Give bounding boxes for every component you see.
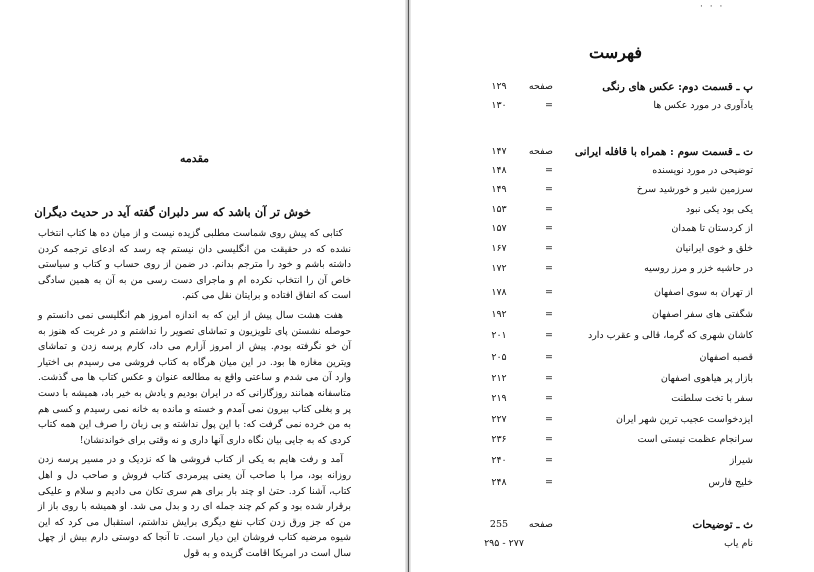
toc-entry-label: سفر با تخت سلطنت — [671, 393, 753, 404]
left-page — [0, 0, 405, 572]
poem-heading: خوش تر آن باشد که سر دلبران گفته آید در حدیث دیگران — [34, 205, 311, 219]
toc-entry-label: از تهران به سوی اصفهان — [654, 287, 753, 298]
toc-entry-label: قصبه اصفهان — [699, 352, 753, 363]
toc-equals-mark: = — [545, 165, 553, 176]
toc-page-number: ۱۷۲ — [491, 263, 507, 274]
toc-title: فهرست — [589, 43, 642, 62]
toc-entry — [479, 220, 753, 238]
toc-page-number: 255 — [489, 519, 509, 530]
toc-entry — [479, 474, 753, 492]
toc-entry — [479, 162, 753, 180]
section-label-introduction: مقدمه — [180, 152, 210, 165]
toc-entry — [479, 240, 753, 258]
toc-entry — [479, 370, 753, 388]
toc-entry-label: خلق و خوی ایرانیان — [675, 243, 753, 254]
toc-page-number: ۱۴۹ — [491, 184, 507, 195]
toc-equals-mark: = — [545, 330, 553, 341]
toc-equals-mark: = — [545, 434, 553, 445]
toc-entry — [479, 535, 753, 553]
toc-equals-mark: = — [545, 477, 553, 488]
toc-page-number: ۲۷۷ - ۲۹۵ — [484, 538, 524, 549]
toc-entry — [479, 390, 753, 408]
toc-entry-label: توضیحی در مورد نویسنده — [652, 165, 753, 176]
toc-entry-label: ایزدخواست عجیب ترین شهر ایران — [615, 414, 753, 425]
toc-entry — [479, 260, 753, 278]
toc-equals-mark: = — [545, 184, 553, 195]
toc-entry — [479, 431, 753, 449]
toc-entry-label: ت ـ قسمت سوم : همراه با قافله ایرانی — [574, 146, 753, 158]
toc-entry — [479, 327, 753, 345]
toc-page-number: ۱۶۷ — [491, 243, 507, 254]
toc-entry — [479, 306, 753, 324]
toc-page-number: ۲۱۹ — [491, 393, 507, 404]
toc-equals-mark: = — [545, 455, 553, 466]
paragraph-2: هفت هشت سال پیش از این که به اندازه امروز هم انگلیسی نمی دانستم و حوصله نشستن پای تلویزیون و تماشای تصویر را نداشتم و در غربت که هنوز به آن خو نگرفته بودم. پیش از امروز آزارم می داد، کارم پرسه زدن و تماشای ویترین مغازه ها بود. در این میان هرگاه به کتاب فروشی می رسیدم بی اختیار وارد آن می شدم و ساعتی واقع به مطالعه عنوان و عکس کتاب ها می گذشت. متاسفانه همانند روزگارانی که در ایران بودیم و یادش به خیر باد، همیشه با دست پر و بغلی کتاب بیرون نمی آمدم و خسته و مانده به خانه نمی رسیدم و کسی هم به من خرده نمی گرفت که: با این پول نداشته و بی زبان را صرف این همه کتاب کردی که به جایی بیان نگاه داری آنها داری و نه وقتی برای خواندنشان! — [38, 309, 351, 446]
introduction-body — [38, 226, 351, 561]
toc-page-number: ۱۲۹ — [491, 81, 507, 92]
toc-entry-label: شیراز — [729, 455, 753, 466]
toc-entry — [479, 201, 753, 219]
toc-equals-mark: = — [545, 352, 553, 363]
toc-entry-label: ث ـ توضیحات — [692, 519, 753, 531]
toc-page-number: ۲۲۷ — [491, 414, 507, 425]
toc-entry — [479, 284, 753, 302]
toc-entry-label: شگفتی های سفر اصفهان — [652, 309, 753, 320]
toc-equals-mark: = — [545, 373, 553, 384]
toc-page-word: صفحه — [528, 519, 553, 530]
page-edge-marks: · · · — [700, 2, 725, 12]
toc-entry-label: کاشان شهری که گرما، قالی و عقرب دارد — [587, 330, 753, 341]
toc-entry-label: پ ـ قسمت دوم: عکس های رنگی — [602, 81, 753, 93]
toc-entry-label: خلیج فارس — [708, 477, 753, 488]
toc-entry-label: از کردستان تا همدان — [671, 223, 753, 234]
right-page — [411, 0, 814, 572]
toc-entry — [479, 143, 753, 161]
toc-entry-label: یادآوری در مورد عکس ها — [653, 100, 753, 111]
toc-page-number: ۲۰۱ — [491, 330, 507, 341]
toc-equals-mark: = — [545, 204, 553, 215]
toc-entry — [479, 181, 753, 199]
paragraph-1: کتابی که پیش روی شماست مطلبی گزیده نیست و از میان ده ها کتاب انتخاب نشده که در حقیقت من انگلیسی دان نیستم چه رسد که ادعای ترجمه کردن داشته باشم و خود را مترجم بدانم. در ضمن از روی حساب و کتاب و سیاستی خاص آن را انتخاب نکرده ام و ماجرای دست رسی من به آن به همین سادگی است که اتفاق افتاده و برایتان نقل می کنم. — [38, 228, 351, 302]
toc-equals-mark: = — [545, 243, 553, 254]
toc-equals-mark: = — [545, 263, 553, 274]
toc-entry — [479, 349, 753, 367]
toc-page-number: ۱۷۸ — [491, 287, 507, 298]
toc-page-number: ۲۴۰ — [491, 455, 507, 466]
toc-entry — [479, 516, 753, 534]
toc-page-number: ۱۵۳ — [491, 204, 507, 215]
toc-page-word: صفحه — [528, 146, 553, 157]
toc-equals-mark: = — [545, 287, 553, 298]
toc-page-number: ۱۵۷ — [491, 223, 507, 234]
toc-entry-label: در حاشیه خزر و مرز روسیه — [644, 263, 753, 274]
toc-equals-mark: = — [545, 393, 553, 404]
toc-equals-mark: = — [545, 414, 553, 425]
toc-page-number: ۱۴۷ — [491, 146, 507, 157]
book-spine-line — [408, 0, 409, 572]
toc-page-number: ۱۳۰ — [491, 100, 507, 111]
toc-equals-mark: = — [545, 100, 553, 111]
toc-equals-mark: = — [545, 309, 553, 320]
toc-entry-label: سرزمین شیر و خورشید سرخ — [636, 184, 753, 195]
toc-entry-label: بازار پر هیاهوی اصفهان — [660, 373, 753, 384]
toc-equals-mark: = — [545, 223, 553, 234]
toc-page-number: ۱۹۲ — [491, 309, 507, 320]
toc-page-number: ۱۴۸ — [491, 165, 507, 176]
paragraph-3: آمد و رفت هایم به یکی از کتاب فروشی ها که نزدیک و در مسیر پرسه زدن روزانه بود، مرا با صاحب آن یعنی پیرمردی کتاب فروش و صاحب دل و اهل کتاب، آشنا کرد. حتیٰ او چند بار برای هم سری تکان می دادیم و سلام و علیکی برقرار شده بود و کم کم چند جمله ای رد و بدل می شد. او همیشه با روی باز از من که جز ورق زدن کتاب نفع دیگری برایش نداشتم، استقبال می کرد که این شیوه مرضیه کتاب فروشان این دیار است. تا آنجا که دوستی دارم بیش از چهل سال است در امریکا اقامت گزیده و به قول — [38, 454, 351, 559]
toc-entry — [479, 97, 753, 115]
toc-page-number: ۲۳۶ — [491, 434, 507, 445]
toc-page-word: صفحه — [528, 81, 553, 92]
toc-entry-label: سرانجام عظمت نیستی است — [637, 434, 753, 445]
toc-entry-label: نام یاب — [724, 538, 753, 549]
toc-page-number: ۲۰۵ — [491, 352, 507, 363]
toc-entry — [479, 78, 753, 96]
toc-page-number: ۲۴۸ — [491, 477, 507, 488]
toc-entry — [479, 452, 753, 470]
toc-page-number: ۲۱۲ — [491, 373, 507, 384]
toc-entry-label: یکی بود یکی نبود — [685, 204, 753, 215]
toc-entry — [479, 411, 753, 429]
